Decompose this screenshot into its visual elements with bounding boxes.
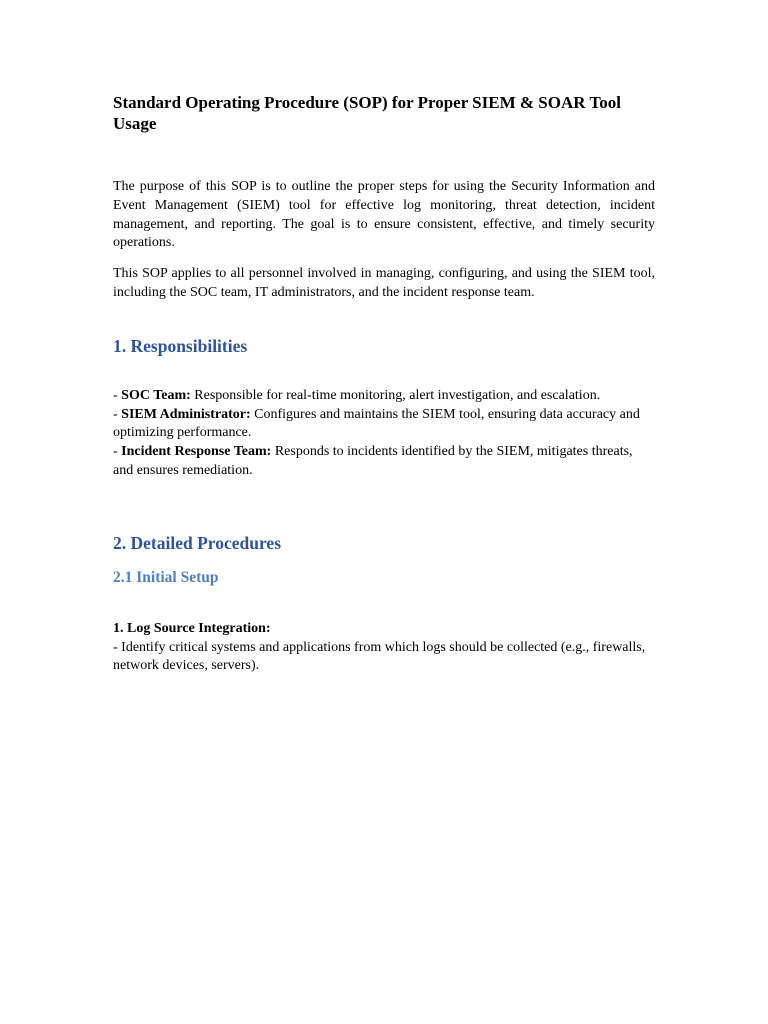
role-description: Responsible for real-time monitoring, alert investigation, and escalation. bbox=[190, 387, 601, 403]
bullet-dash: - bbox=[113, 406, 122, 422]
responsibilities-heading: 1. Responsibilities bbox=[113, 335, 248, 356]
role-description: Configures and maintains the SIEM tool, ensuring data accuracy and optimizing performance. bbox=[113, 406, 640, 441]
role-description: Responds to incidents identified by the SIEM, mitigates threats, and ensures remediation. bbox=[113, 444, 633, 478]
document-page bbox=[113, 92, 655, 676]
purpose-paragraph: The purpose of this SOP is to outline the proper steps for using the Security Information and Event Management (SIEM) tool for effective log monitoring, threat detection, incident management, and reporting. The goal is to ensure consistent, effective, and timely security operations. bbox=[113, 179, 655, 251]
bullet-dash: - bbox=[113, 387, 122, 403]
responsibility-item-ir-team bbox=[113, 443, 655, 481]
procedures-heading: 2. Detailed Procedures bbox=[113, 532, 282, 553]
document-title: Standard Operating Procedure (SOP) for Proper SIEM & SOAR Tool Usage bbox=[113, 93, 621, 133]
log-source-step-title: 1. Log Source Integration: bbox=[113, 620, 271, 636]
initial-setup-subheading: 2.1 Initial Setup bbox=[113, 568, 219, 586]
scope-paragraph: This SOP applies to all personnel involved in managing, configuring, and using the SIEM tool, including the SOC team, IT administrators, and the incident response team. bbox=[113, 266, 655, 300]
responsibility-item-soc bbox=[113, 387, 655, 406]
role-label: Incident Response Team: bbox=[121, 444, 272, 460]
responsibility-item-siem-admin bbox=[113, 406, 655, 444]
role-label: SOC Team: bbox=[121, 387, 191, 403]
log-source-step-text: - Identify critical systems and applications from which logs should be collected (e.g., firewalls, network devices, servers). bbox=[113, 639, 646, 674]
bullet-dash: - bbox=[113, 444, 122, 460]
responsibilities-list bbox=[113, 387, 655, 481]
role-label: SIEM Administrator: bbox=[121, 406, 251, 422]
